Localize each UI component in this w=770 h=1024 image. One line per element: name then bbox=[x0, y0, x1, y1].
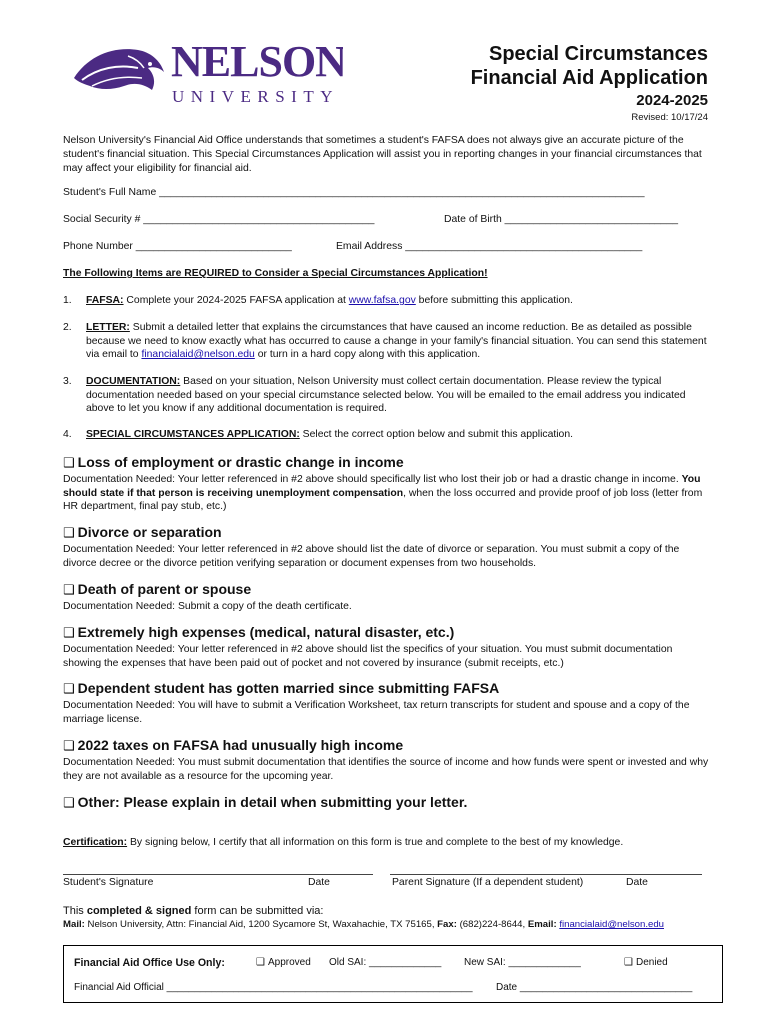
certification-statement: Certification: By signing below, I certify that all information on this form is true and complete to the best of my knowledge. bbox=[63, 837, 624, 848]
parent-signature-label: Parent Signature (If a dependent student) bbox=[392, 877, 584, 888]
checkbox-icon[interactable]: ❑ bbox=[63, 626, 75, 641]
svg-text:NELSON: NELSON bbox=[171, 38, 343, 86]
checkbox-icon[interactable]: ❑ bbox=[63, 526, 75, 541]
checkbox-icon[interactable]: ❑ bbox=[63, 682, 75, 697]
new-sai-field[interactable]: New SAI: _____________ bbox=[464, 957, 581, 968]
student-signature-label: Student's Signature bbox=[63, 877, 154, 888]
parent-date-label: Date bbox=[626, 877, 648, 888]
intro-paragraph: Nelson University's Financial Aid Office understands that sometimes a student's FAFSA does not always give an accurate picture of the student's financial situation. This Special Circumstances Application will assist you in reporting changes in your financial circumstances that may affect your eligibility for financial aid. bbox=[63, 135, 702, 174]
required-item-fafsa: 1. FAFSA: Complete your 2024-2025 FAFSA application at www.fafsa.gov before submitting this application. bbox=[63, 295, 573, 306]
form-title bbox=[471, 42, 708, 90]
dob-field[interactable]: Date of Birth ______________________________ bbox=[444, 214, 679, 225]
checkbox-icon[interactable]: ❑ bbox=[256, 957, 265, 968]
option-loss-of-employment: ❑ Loss of employment or drastic change in income Documentation Needed: Your letter referenced in #2 above should specifically list who lost their job or had a drastic change in income. You should state if that person is receiving unemployment compensation, when the loss occurred and provide proof of job loss (letter from HR department, final pay stub, etc.) bbox=[63, 454, 703, 513]
required-item-letter: 2. LETTER: Submit a detailed letter that explains the circumstances that have caused an income reduction. Be as detailed as possible because we need to know exactly what has occurred to cause a change in your family's financial situation. You can send this statement via email to financialaid@nelson.edu or turn in a hard copy along with this application. bbox=[63, 322, 707, 361]
title-line-1: Special Circumstances bbox=[489, 43, 708, 65]
student-signature-line[interactable] bbox=[63, 874, 373, 875]
nelson-university-logo bbox=[68, 38, 343, 108]
checkbox-icon[interactable]: ❑ bbox=[624, 957, 633, 968]
fafsa-link[interactable]: www.fafsa.gov bbox=[348, 295, 416, 306]
option-divorce: ❑ Divorce or separation Documentation Needed: Your letter referenced in #2 above should list the date of divorce or separation. You must submit a copy of the divorce decree or the divorce petition verifying separation or document expenses from two households. bbox=[63, 524, 680, 569]
svg-text:UNIVERSITY: UNIVERSITY bbox=[172, 87, 339, 106]
option-other: ❑ Other: Please explain in detail when submitting your letter. bbox=[63, 794, 468, 811]
required-items-heading: The Following Items are REQUIRED to Consider a Special Circumstances Application! bbox=[63, 268, 488, 279]
option-high-expenses: ❑ Extremely high expenses (medical, natural disaster, etc.) Documentation Needed: Your letter referenced in #2 above should list the specifics of your situation. You must submit documentation showing the expenses that have been paid out of pocket and not covered by insurance (submit receipts, etc.) bbox=[63, 624, 673, 669]
option-high-income: ❑ 2022 taxes on FAFSA had unusually high income Documentation Needed: You must submit documentation that identifies the source of income and how funds were spent or invested and why they are not available as a resource for the upcoming year. bbox=[63, 737, 709, 782]
checkbox-icon[interactable]: ❑ bbox=[63, 583, 75, 598]
submit-instructions: This completed & signed form can be submitted via: bbox=[63, 905, 324, 917]
checkbox-icon[interactable]: ❑ bbox=[63, 456, 75, 471]
old-sai-field[interactable]: Old SAI: _____________ bbox=[329, 957, 442, 968]
title-line-2: Financial Aid Application bbox=[470, 67, 708, 89]
required-item-documentation: 3. DOCUMENTATION: Based on your situation, Nelson University must collect certain documentation. Please review the typical documentation needed based on your special circumstance selected below. You will be emailed to the email address you indicated above to let you know if any additional documentation is required. bbox=[63, 376, 686, 415]
submit-email-link[interactable]: financialaid@nelson.edu bbox=[559, 919, 664, 930]
full-name-field[interactable]: Student's Full Name ____________________________________________________________________________________ bbox=[63, 187, 645, 198]
office-use-title: Financial Aid Office Use Only: bbox=[74, 957, 225, 969]
checkbox-icon[interactable]: ❑ bbox=[63, 739, 75, 754]
official-date-field[interactable]: Date _______________________________ bbox=[496, 982, 693, 993]
email-field[interactable]: Email Address _________________________________________ bbox=[336, 241, 643, 252]
financialaid-email-link[interactable]: financialaid@nelson.edu bbox=[141, 349, 255, 361]
approved-option[interactable]: ❑ Approved bbox=[256, 957, 311, 968]
official-signature-field[interactable]: Financial Aid Official _______________________________________________________ bbox=[74, 982, 473, 993]
student-date-label: Date bbox=[308, 877, 330, 888]
required-item-application: 4. SPECIAL CIRCUMSTANCES APPLICATION: Select the correct option below and submit this application. bbox=[63, 429, 573, 440]
option-death: ❑ Death of parent or spouse Documentation Needed: Submit a copy of the death certificate. bbox=[63, 581, 352, 612]
denied-option[interactable]: ❑ Denied bbox=[624, 957, 668, 968]
award-year: 2024-2025 bbox=[636, 92, 708, 109]
parent-signature-line[interactable] bbox=[390, 874, 702, 875]
option-married: ❑ Dependent student has gotten married since submitting FAFSA Documentation Needed: You will have to submit a Verification Worksheet, tax return transcripts for student and spouse and a copy of the marriage license. bbox=[63, 680, 690, 725]
phone-field[interactable]: Phone Number ___________________________ bbox=[63, 241, 292, 252]
checkbox-icon[interactable]: ❑ bbox=[63, 796, 75, 811]
ssn-field[interactable]: Social Security # ________________________________________ bbox=[63, 214, 375, 225]
revised-date: Revised: 10/17/24 bbox=[631, 112, 708, 123]
submit-contact: Mail: Nelson University, Attn: Financial Aid, 1200 Sycamore St, Waxahachie, TX 75165, Fax: (682)224-8644, Email: financialaid@nelson.edu bbox=[63, 919, 664, 930]
office-use-box bbox=[63, 945, 723, 1003]
